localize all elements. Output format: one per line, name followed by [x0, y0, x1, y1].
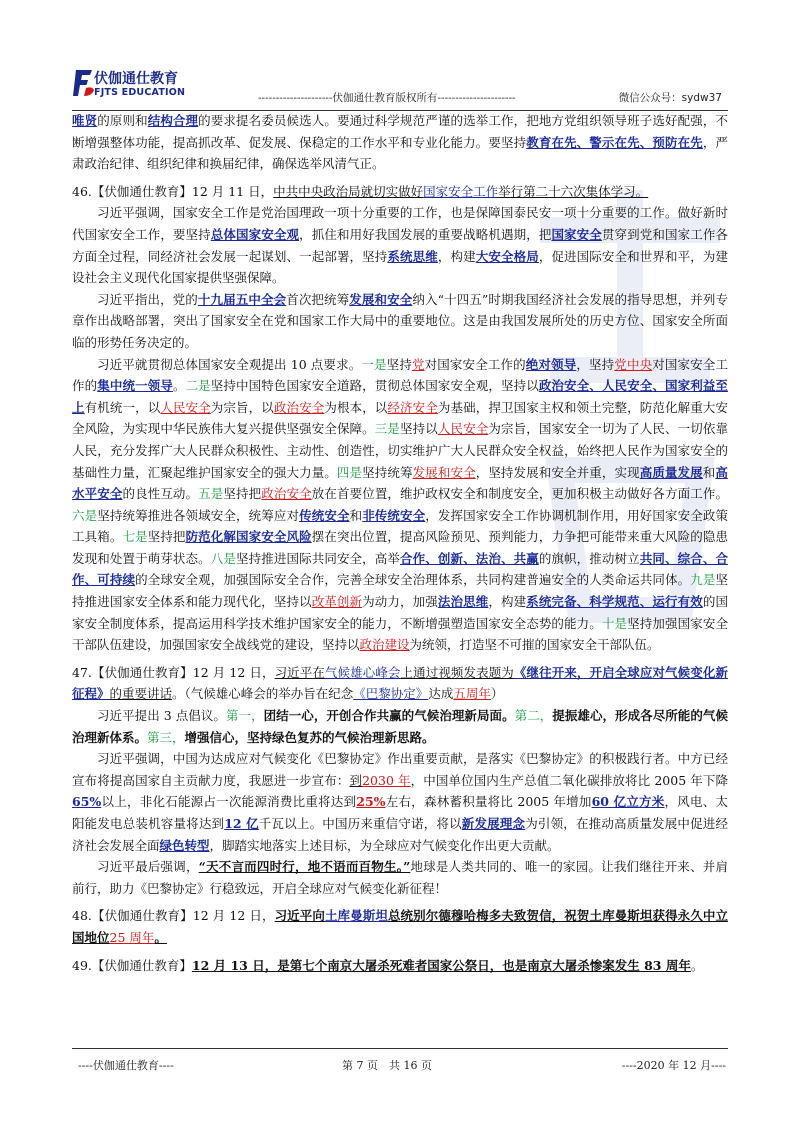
text-run: 为动力，加强 [362, 594, 438, 610]
text-run: 左右，森林蓄积量将比 2005 年增加 [385, 794, 592, 810]
text-run: 坚持推进国际共同安全，高举 [236, 550, 401, 566]
text-run: 大安全格局 [475, 248, 539, 264]
text-run: 中共中央政治局就切实做好 [273, 183, 424, 199]
page-header [72, 66, 728, 111]
text-run: 坚持把 [147, 529, 186, 545]
paragraph-46-1 [72, 202, 728, 288]
text-run: 贯穿到党和国家工作各方面全过程，同经济社会发展一起谋划、一起部署，坚持 [72, 226, 728, 264]
text-run: 政治安全、人民安全、国家利益至上 [72, 378, 728, 415]
text-run: ，构建 [437, 248, 476, 264]
text-run: 的良性互动。 [122, 486, 199, 502]
text-run: 总体国家安全观 [210, 226, 300, 242]
text-run: 一是 [361, 356, 387, 372]
text-run: 的全球安全观，加强国际安全合作，完善全球安全治理体系，共同构建普遍安全的人类命运共同体。 [135, 572, 691, 588]
text-run: 人民安全 [437, 421, 489, 437]
text-run: 国家安全工作 [423, 183, 499, 199]
text-run: 政治建设 [359, 637, 410, 653]
text-run: 坚持以 [400, 421, 438, 437]
text-run: 结构合理 [147, 113, 199, 128]
text-run: 高水平安全 [72, 464, 728, 502]
text-run: 政治安全 [273, 399, 325, 415]
header-wechat: 微信公众号：sydw37 [618, 92, 722, 104]
text-run: 坚持统筹 [362, 464, 413, 480]
text-run: 教育在先、警示在先、预防在先 [526, 134, 703, 150]
text-run: 合作、创新、法治、共赢 [400, 550, 539, 566]
text-run: 坚持推进国家安全体系和能力现代化，坚持以 [72, 572, 728, 610]
paragraph-47-1 [72, 705, 728, 748]
text-run: 共同、综合、合作、可持续 [72, 550, 728, 588]
paragraph-46-2 [72, 289, 728, 354]
text-run: 第二， [514, 708, 553, 724]
text-run: 系统思维 [387, 248, 438, 264]
text-run: 2030 年 [362, 772, 411, 788]
text-run: 团结一心，开创合作共赢的气候治理新局面。 [263, 708, 515, 724]
text-run: 政治安全 [261, 486, 312, 502]
text-run: 25 周年 [109, 929, 155, 945]
text-run: 绝对领导 [525, 356, 577, 372]
text-run: 47.【伏伽通仕教育】12 月 12 日， [72, 664, 275, 680]
text-run: 。（气候雄心峰会的举办旨在纪念 [172, 686, 354, 702]
text-run: 以上，非化石能源占一次能源消费比重将达到 [101, 794, 357, 810]
text-run: 对国家安全工作的 [72, 356, 728, 394]
text-run: 举行第二十六次集体学习。 [498, 183, 649, 199]
text-run: ，构建 [488, 594, 527, 610]
text-run: 总统别尔德穆哈梅多夫致贺信，祝贺土库曼斯坦获得永久中立国地位 [72, 908, 728, 945]
text-run: 发展和安全 [349, 291, 413, 307]
text-run: 摆在突出位置，提高风险预见、预判能力，力争把可能带来重大风险的隐患发现和处置于萌芽状态。 [72, 529, 728, 566]
paragraph-45-tail [72, 110, 728, 175]
text-run: ，风电、太阳能发电总装机容量将达到 [72, 794, 728, 831]
text-run: 新发展理念 [461, 816, 526, 831]
text-run: 和 [349, 507, 363, 523]
text-run: 坚持中国特色国家安全道路，贯彻总体国家安全观，坚持以 [210, 378, 539, 394]
text-run: 和 [702, 464, 716, 480]
text-run: 发展和安全 [412, 464, 476, 480]
news-item-48 [72, 905, 728, 948]
text-run: 65% [72, 794, 102, 810]
text-run: 12 月 13 日，是第七个南京大屠杀死难者国家公祭日，也是南京大屠杀惨案发生 83 周年 [191, 957, 691, 973]
text-run: 12 亿 [224, 816, 259, 831]
logo [72, 66, 192, 106]
footer-left: ----伏伽通仕教育---- [78, 1059, 174, 1072]
paragraph-46-3 [72, 354, 728, 656]
text-run: 六是 [72, 507, 98, 523]
text-run: 纳入“十四五”时期我国经济社会发展的指导思想，并列专章作出战略部署，突出了国家安全在党和国家工作大局中的重要地位。这是由我国发展所处的历史方位、国家安全所面临的形势任务决定的。 [72, 291, 728, 350]
text-run: 为根本，以 [324, 399, 388, 415]
text-run: 非传统安全 [362, 507, 426, 523]
text-run: 唯贤 [72, 113, 98, 128]
text-run: 土库曼斯坦 [324, 908, 388, 924]
text-run: ，中国单位国内生产总值二氧化碳排放将比 2005 年下降 [410, 772, 728, 788]
text-run: 二是 [185, 378, 211, 394]
text-run: 防范化解国家安全风险 [185, 529, 312, 545]
footer-date: ----2020 年 12 月---- [621, 1059, 726, 1072]
text-run: ，抓住和用好我国发展的重要战略机遇期，把 [299, 226, 552, 242]
text-run: 为引领，在推动高质量发展中促进经济社会发展全面 [72, 816, 728, 853]
text-run: “天不言而四时行，地不语而百物生。” [198, 859, 411, 875]
text-run: 为宗旨，国家安全一切为了人民、一切依靠人民，充分发挥广大人民群众积极性、主动性、创造性，切实维护广大人民群众安全权益，始终把人民作为国家安全的基础性力量，汇聚起维护国家安全的强大力量。 [72, 421, 728, 480]
paragraph-47-3 [72, 856, 728, 899]
text-run: 48.【伏伽通仕教育】12 月 12 日， [72, 908, 275, 924]
text-run: 高质量发展 [639, 464, 703, 480]
text-run: 国家安全 [551, 226, 602, 242]
text-run: 。 [690, 957, 704, 973]
text-run: 的国家安全制度体系，提高运用科学技术维护国家安全的能力，不断增强塑造国家安全态势的能力。 [72, 594, 728, 631]
text-run: 绿色转型 [159, 837, 210, 853]
text-run: 提振雄心，形成各尽所能的气候治理新体系。 [72, 708, 728, 745]
text-run: 的原则和 [97, 113, 148, 128]
text-run: 三是 [374, 421, 401, 437]
text-run: 改革创新 [311, 594, 363, 610]
text-run: 坚持统筹推进各领域安全，统筹应对 [97, 507, 300, 523]
text-run: 的要求提名委员候选人。要通过科学规范严谨的选举工作，把地方党组织领导班子选好配强，不断增强整体功能，提高抓改革、促发展、保稳定的工作水平和专业化能力。要坚持 [72, 113, 728, 150]
paragraph-47-2 [72, 748, 728, 856]
text-run: 。 [154, 929, 167, 945]
page-footer [72, 1048, 728, 1079]
text-run: 十九届五中全会 [197, 291, 287, 307]
header-copyright: ---------------------伏伽通仕教育版权所有---------------------- [258, 92, 516, 104]
text-run: 五周年 [453, 686, 491, 702]
text-run: 达成 [428, 686, 454, 702]
text-run: 60 亿立方米 [591, 794, 665, 810]
text-run: ，严肃政治纪律、组织纪律和换届纪律，确保选举风清气正。 [72, 134, 728, 172]
text-run: 对国家安全工作的 [424, 356, 526, 372]
text-run: 第一， [225, 708, 264, 724]
text-run: 集中统一领导 [97, 378, 173, 394]
text-run: ，坚持 [576, 356, 615, 372]
text-run: 46.【伏伽通仕教育】12 月 11 日， [72, 183, 274, 199]
text-run: 习近平强调，国家安全工作是党治国理政一项十分重要的工作，也是保障国泰民安一项十分重要的工作。做好新时代国家安全工作，要坚持 [72, 205, 728, 242]
text-run: 49.【伏伽通仕教育】 [72, 957, 192, 973]
text-run: 党中央 [614, 356, 653, 372]
news-item-47 [72, 662, 728, 705]
text-run: 有机统一，以 [84, 399, 161, 415]
text-run: 千瓦以上。中国历来重信守诺，将以 [258, 816, 462, 831]
text-run: 为宗旨，以 [210, 399, 274, 415]
text-run: 上通过视频发表题为 [400, 664, 514, 680]
text-run: 的重要讲话 [109, 686, 173, 702]
text-run: 习近平指出，党的 [97, 291, 198, 307]
text-run: 系统完备、科学规范、运行有效 [526, 594, 703, 610]
text-run: 25% [356, 794, 386, 810]
text-run: 法治思维 [437, 594, 489, 610]
text-run: 传统安全 [299, 507, 350, 523]
text-run: 《巴黎协定》 [353, 686, 429, 702]
text-run: 经济安全 [387, 399, 438, 415]
text-run: 为统领，打造坚不可摧的国家安全干部队伍。 [409, 637, 660, 653]
text-run: 放在首要位置，维护政权安全和制度安全，更加积极主动做好各方面工作。 [311, 486, 728, 502]
page-number: 第 7 页 共 16 页 [342, 1059, 432, 1072]
text-run: 到 [349, 772, 363, 788]
text-run: 坚持把 [223, 486, 262, 502]
text-run: 人民安全 [160, 399, 211, 415]
text-run: 九是 [690, 572, 716, 588]
text-run: 气候雄心峰会 [324, 664, 401, 680]
text-run: 增强信心，坚持绿色复苏的气候治理新思路。 [184, 729, 435, 745]
news-item-46 [72, 181, 728, 203]
text-run: 习近平最后强调， [97, 859, 199, 875]
text-run: 习近平提出 3 点倡议。 [97, 708, 226, 724]
text-run: 《继往开来，开启全球应对气候变化新征程》 [72, 664, 728, 702]
text-run: 习近平向 [274, 908, 325, 924]
text-run: ，脚踏实地落实上述目标，为全球应对气候变化作出更大贡献。 [209, 837, 560, 853]
text-run: 地球是人类共同的、唯一的家园。让我们继往开来、并肩前行，助力《巴黎协定》行稳致远，开启全球应对气候变化新征程！ [72, 859, 728, 896]
text-run: ，坚持发展和安全并重，实现 [475, 464, 640, 480]
text-run: 习近平就贯彻总体国家安全观提出 10 点要求。 [97, 356, 362, 372]
text-run: 坚持加强国家安全干部队伍建设，加强国家安全战线党的建设，坚持以 [72, 615, 728, 653]
document-body [72, 110, 728, 976]
text-run: 第三， [147, 729, 185, 745]
text-run: 为基础，捍卫国家主权和领土完整，防范化解重大安全风险，为实现中华民族伟大复兴提供坚强安全保障。 [72, 399, 728, 437]
text-run: 党 [411, 356, 425, 372]
logo-cn-text: 伏伽通仕教育 [94, 71, 178, 87]
text-run: 七是 [122, 529, 148, 545]
text-run: 首次把统筹 [286, 291, 350, 307]
text-run: ） [490, 686, 504, 702]
text-run: 习近平在 [274, 664, 325, 680]
text-run: 的旗帜，推动树立 [538, 550, 640, 566]
text-run: ，发挥国家安全工作协调机制作用，用好国家安全政策工具箱。 [72, 507, 728, 545]
text-run: 坚持 [386, 356, 412, 372]
news-item-49 [72, 955, 728, 977]
fjts-logo-icon [72, 68, 96, 98]
text-run: 四是 [336, 464, 363, 480]
text-run: 八是 [210, 550, 237, 566]
text-run: 五是 [198, 486, 224, 502]
text-run: 十是 [601, 615, 628, 631]
text-run: 习近平强调，中国为达成应对气候变化《巴黎协定》作出重要贡献，是落实《巴黎协定》的积极践行者。中方已经宣布将提高国家自主贡献力度，我愿进一步宣布： [72, 751, 728, 788]
text-run: 。 [172, 378, 186, 394]
text-run: ，促进国际安全和世界和平，为建设社会主义现代化国家提供坚强保障。 [72, 248, 728, 286]
logo-en-text: FJTS EDUCATION [94, 87, 186, 98]
